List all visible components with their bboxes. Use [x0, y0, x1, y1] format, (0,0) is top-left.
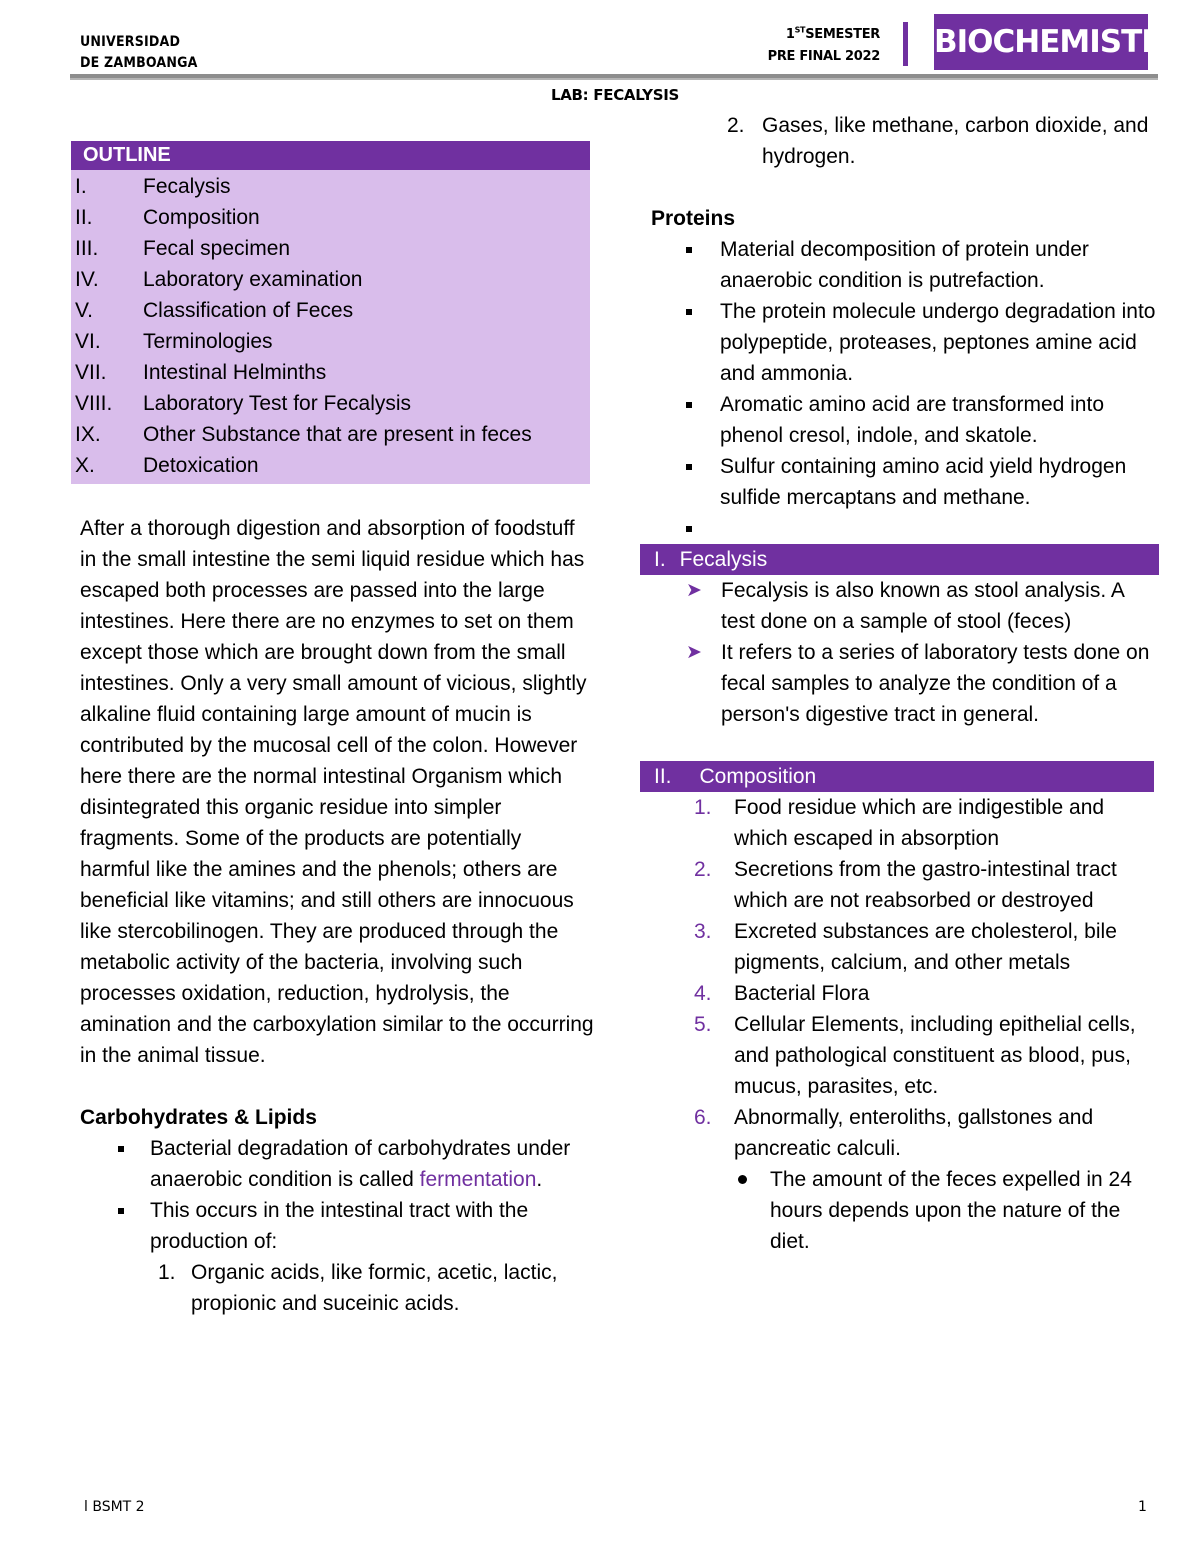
carbs-sub-item-2: 2. Gases, like methane, carbon dioxide, and hydrogen. — [727, 114, 1149, 168]
proteins-bullet: Material decomposition of protein under anaerobic condition is putrefaction. — [640, 234, 1160, 296]
outline-box — [71, 141, 590, 484]
outline-item: IV. Laboratory examination — [75, 268, 363, 291]
proteins-bullet-empty — [640, 513, 1160, 544]
composition-item: 4. Bacterial Flora — [694, 982, 870, 1005]
section-composition-header: II. Composition — [640, 761, 1154, 792]
proteins-bullet: Sulfur containing amino acid yield hydrogen sulfide mercaptans and methane. — [640, 451, 1160, 513]
outline-item: IX. Other Substance that are present in feces — [75, 423, 532, 446]
proteins-heading: Proteins — [651, 207, 736, 230]
university-line-1: UNIVERSIDAD — [80, 34, 181, 50]
outline-item: X. Detoxication — [75, 454, 259, 477]
composition-item: 5. Cellular Elements, including epithelial cells, and pathological constituent as blood, pus, mucus, parasites, etc. — [694, 1013, 1136, 1098]
intro-paragraph: After a thorough digestion and absorption of foodstuff in the small intestine the semi liquid residue which has escaped both processes are passed into the large intestines. Here there are no enzymes to set on them except those which are brought down from the small intestines. Only a very small amount of vicious, slightly alkaline fluid containing large amount of mucin is contributed by the mucosal cell of the colon. However here there are the normal intestinal Organism which disintegrated this organic residue into simpler fragments. Some of the products are potentially harmful like the amines and the phenols; others are beneficial like vitamins; and still others are innocuous like stercobilinogen. They are produced through the metabolic activity of the bacteria, involving such processes oxidation, reduction, hydrolysis, the amination and the carboxylation similar to the occurring in the animal tissue. — [80, 517, 594, 1067]
composition-item: 3. Excreted substances are cholesterol, bile pigments, calcium, and other metals — [694, 920, 1117, 974]
subject-banner: BIOCHEMISTRY — [934, 14, 1148, 70]
square-bullet-icon — [686, 526, 692, 532]
carbs-bullet-2: This occurs in the intestinal tract with the production of: — [80, 1195, 595, 1257]
square-bullet-icon — [118, 1146, 124, 1152]
composition-item: 1. Food residue which are indigestible and which escaped in absorption — [694, 796, 1105, 850]
outline-item: VIII. Laboratory Test for Fecalysis — [75, 392, 412, 415]
square-bullet-icon — [686, 402, 692, 408]
fermentation-term: fermentation — [419, 1168, 537, 1191]
section-fecalysis-header: I. Fecalysis — [640, 544, 1159, 575]
footer-course: l BSMT 2 — [84, 1499, 145, 1515]
arrow-bullet-icon: ➤ — [686, 642, 702, 663]
square-bullet-icon — [686, 247, 692, 253]
outline-item: VII. Intestinal Helminths — [75, 361, 327, 384]
university-line-2: DE ZAMBOANGA — [80, 55, 198, 71]
square-bullet-icon — [686, 464, 692, 470]
square-bullet-icon — [686, 309, 692, 315]
proteins-bullet: The protein molecule undergo degradation into polypeptide, proteases, peptones amine acid and ammonia. — [640, 296, 1160, 389]
left-column — [80, 513, 595, 1319]
outline-item: I. Fecalysis — [75, 175, 231, 198]
outline-item: V. Classification of Feces — [75, 299, 354, 322]
outline-item: II. Composition — [75, 206, 260, 229]
carbs-sub-item-1: 1. Organic acids, like formic, acetic, lactic, propionic and suceinic acids. — [158, 1261, 558, 1315]
outline-title: OUTLINE — [71, 141, 590, 170]
square-bullet-icon — [118, 1208, 124, 1214]
semester-line: 1STSEMESTER — [785, 25, 880, 42]
carbs-bullet-1: Bacterial degradation of carbohydrates under anaerobic condition is called fermentation. — [80, 1133, 595, 1195]
round-bullet-icon — [738, 1175, 747, 1184]
outline-item: VI. Terminologies — [75, 330, 273, 353]
lab-title: LAB: FECALYSIS — [550, 86, 679, 104]
composition-item: 6. Abnormally, enteroliths, gallstones and pancreatic calculi. — [694, 1106, 1094, 1160]
right-column — [640, 110, 1160, 1257]
header-divider-bar — [903, 22, 908, 66]
outline-list — [71, 170, 590, 481]
fecalysis-point: ➤ It refers to a series of laboratory tests done on fecal samples to analyze the condition of a person's digestive tract in general. — [640, 637, 1160, 730]
term-line: PRE FINAL 2022 — [767, 49, 880, 64]
header-rule — [70, 74, 1158, 80]
proteins-bullet: Aromatic amino acid are transformed into phenol cresol, indole, and skatole. — [640, 389, 1160, 451]
university-name — [80, 32, 198, 74]
composition-item: 2. Secretions from the gastro-intestinal tract which are not reabsorbed or destroyed — [694, 858, 1117, 912]
outline-item: III. Fecal specimen — [75, 237, 291, 260]
composition-subpoint: The amount of the feces expelled in 24 hours depends upon the nature of the diet. — [640, 1164, 1160, 1257]
page-number: 1 — [1138, 1499, 1147, 1515]
semester-info — [768, 24, 880, 68]
fecalysis-point: ➤ Fecalysis is also known as stool analysis. A test done on a sample of stool (feces) — [640, 575, 1160, 637]
carbs-heading: Carbohydrates & Lipids — [80, 1106, 317, 1129]
arrow-bullet-icon: ➤ — [686, 580, 702, 601]
